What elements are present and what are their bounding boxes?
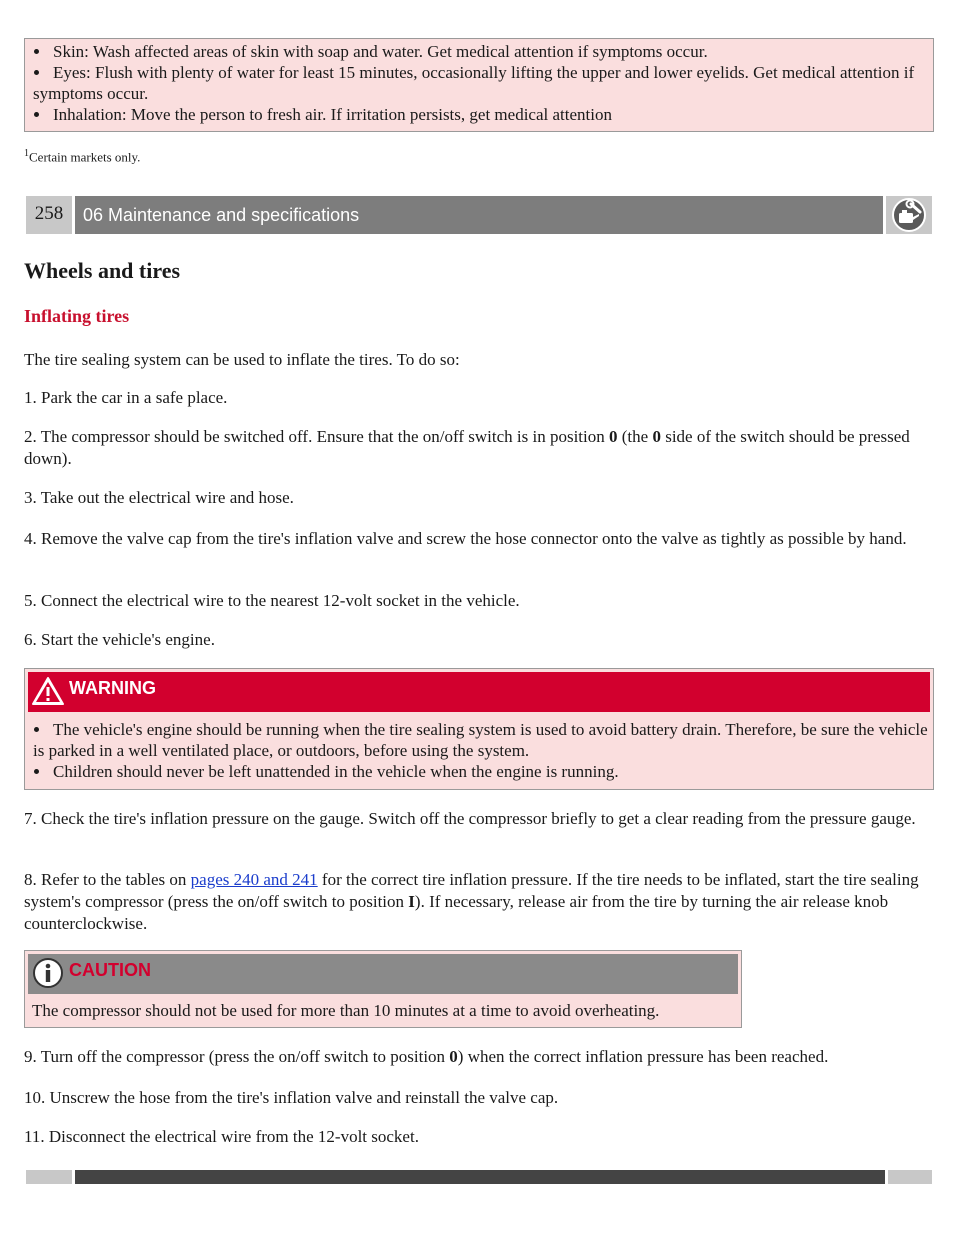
first-aid-box — [24, 38, 934, 132]
list-item: Skin: Wash affected areas of skin with soap and water. Get medical attention if symptoms occur. — [25, 41, 933, 62]
warning-header — [28, 672, 930, 712]
warning-body — [24, 712, 934, 790]
list-item: Inhalation: Move the person to fresh air. If irritation persists, get medical attention — [25, 104, 933, 125]
footer-bar-right — [888, 1170, 932, 1184]
wrench-oil-can-icon — [890, 197, 928, 233]
section-title: 06 Maintenance and specifications — [75, 196, 883, 234]
first-aid-list — [25, 41, 933, 125]
step-9: 9. Turn off the compressor (press the on/off switch to position 0) when the correct inflation pressure has been reached. — [24, 1047, 829, 1066]
step-1: 1. Park the car in a safe place. — [24, 388, 228, 407]
list-item: Children should never be left unattended in the vehicle when the engine is running. — [25, 761, 933, 782]
info-icon — [30, 956, 66, 990]
section-icon-cell — [886, 196, 932, 234]
step-4: 4. Remove the valve cap from the tire's inflation valve and screw the hose connector onto the valve as tightly as possible by hand. — [24, 529, 907, 548]
step-11: 11. Disconnect the electrical wire from the 12-volt socket. — [24, 1127, 419, 1146]
footnote — [24, 148, 140, 165]
footnote-text: Certain markets only. — [29, 149, 141, 165]
step-5: 5. Connect the electrical wire to the nearest 12-volt socket in the vehicle. — [24, 591, 520, 610]
page-title: Wheels and tires — [24, 258, 181, 283]
subsection-title: Inflating tires — [24, 306, 130, 326]
list-item: Eyes: Flush with plenty of water for least 15 minutes, occasionally lifting the upper and lower eyelids. Get medical attention if symptoms occur. — [25, 62, 933, 104]
warning-label: WARNING — [69, 678, 156, 698]
step-3: 3. Take out the electrical wire and hose. — [24, 488, 294, 507]
caution-header — [28, 954, 738, 994]
footnote-marker: 1 — [24, 148, 29, 159]
step-7: 7. Check the tire's inflation pressure on the gauge. Switch off the compressor briefly to get a clear reading from the pressure gauge. — [24, 809, 916, 828]
footer-bar-middle — [75, 1170, 885, 1184]
warning-triangle-icon — [30, 674, 66, 708]
step-10: 10. Unscrew the hose from the tire's inflation valve and reinstall the valve cap. — [24, 1088, 559, 1107]
section-header — [26, 196, 932, 234]
warning-list — [25, 719, 933, 782]
footer-bar-left — [26, 1170, 72, 1184]
pages-link[interactable]: pages 240 and 241 — [190, 870, 318, 889]
step-2: 2. The compressor should be switched off. Ensure that the on/off switch is in position 0 (the 0 side of the switch should be pressed down). — [24, 427, 910, 468]
step-8: 8. Refer to the tables on pages 240 and 241 for the correct tire inflation pressure. If the tire needs to be inflated, start the tire sealing system's compressor (press the on/off switch to position I). If necessary, release air from the tire by turning the air release knob counterclockwise. — [24, 870, 919, 933]
caution-text: The compressor should not be used for more than 10 minutes at a time to avoid overheating. — [32, 1001, 660, 1020]
page-number: 258 — [26, 196, 72, 234]
caution-label: CAUTION — [69, 960, 151, 980]
list-item: The vehicle's engine should be running when the tire sealing system is used to avoid battery drain. Therefore, be sure the vehicle is parked in a well ventilated place, or outdoors, before using the system. — [25, 719, 933, 761]
intro-paragraph: The tire sealing system can be used to inflate the tires. To do so: — [24, 350, 460, 369]
step-6: 6. Start the vehicle's engine. — [24, 630, 215, 649]
